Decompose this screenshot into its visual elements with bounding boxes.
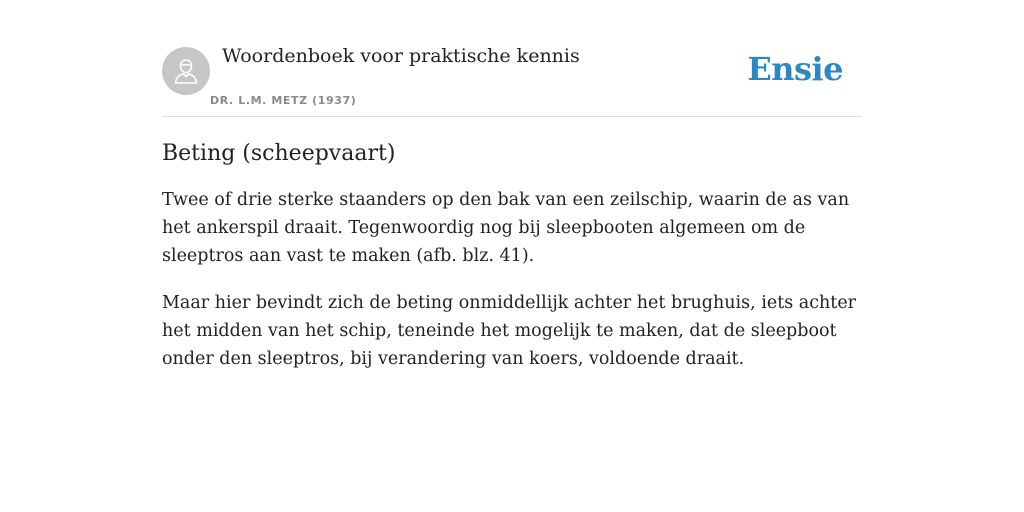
entry-title: Beting (scheepvaart) — [162, 141, 396, 166]
entry-card — [162, 0, 862, 373]
entry-paragraph: Twee of drie sterke staanders op den bak van een zeilschip, waarin de as van het ankerspil draait. Tegenwoordig nog bij sleepbooten algemeen om de sleeptros aan vast te maken (afb. blz. 41). — [162, 190, 850, 266]
brand-logo[interactable]: Ensie — [747, 50, 843, 88]
avatar[interactable] — [162, 47, 210, 95]
source-header — [162, 0, 862, 117]
author-label: DR. L.M. METZ (1937) — [210, 94, 357, 107]
entry-paragraph: Maar hier bevindt zich de beting onmiddellijk achter het brughuis, iets achter het midden van het schip, teneinde het mogelijk te maken, dat de sleepboot onder den sleeptros, bij verandering van koers, voldoende draait. — [162, 293, 857, 369]
user-silhouette-icon — [173, 57, 199, 85]
book-title[interactable]: Woordenboek voor praktische kennis — [222, 45, 580, 67]
